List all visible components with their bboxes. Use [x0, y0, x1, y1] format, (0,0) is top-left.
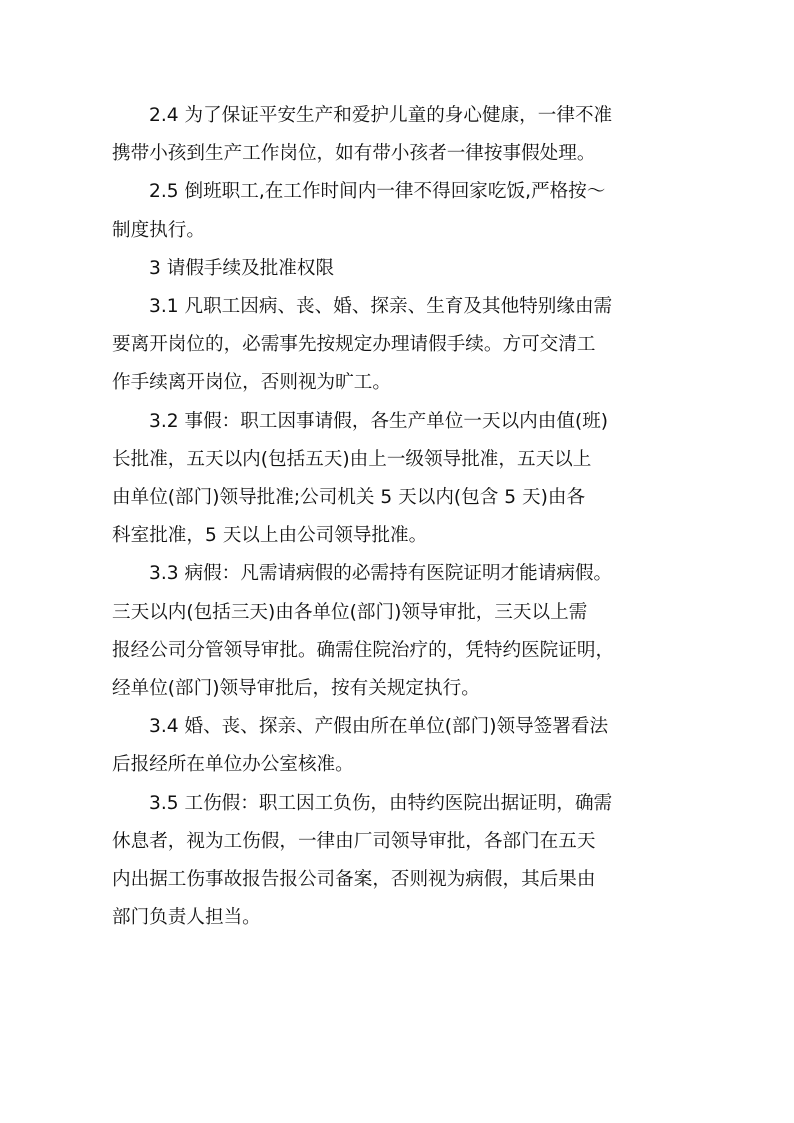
paragraph-2-5	[112, 173, 684, 249]
paragraph-3-1	[112, 288, 684, 403]
text-line: 3.1 凡职工因病、丧、婚、探亲、生育及其他特别缘由需	[149, 296, 613, 318]
text-line: 内出据工伤事故报告报公司备案，否则视为病假，其后果由	[112, 869, 596, 891]
text-line: 2.5 倒班职工,在工作时间内一律不得回家吃饭,严格按～	[149, 181, 606, 203]
text-line: 休息者，视为工伤假，一律由厂司领导审批，各部门在五天	[112, 830, 596, 852]
text-line: 3.4 婚、丧、探亲、产假由所在单位(部门)领导签署看法	[149, 716, 609, 738]
paragraph-2-4	[112, 97, 684, 173]
paragraph-3-5	[112, 785, 684, 938]
text-line: 后报经所在单位办公室核准。	[112, 754, 354, 776]
text-line: 科室批准，5 天以上由公司领导批准。	[112, 525, 428, 547]
text-line: 制度执行。	[112, 219, 205, 241]
text-line: 报经公司分管领导审批。确需住院治疗的，凭特约医院证明，	[112, 639, 615, 661]
text-line: 经单位(部门)领导审批后，按有关规定执行。	[112, 678, 480, 700]
section-heading-3	[112, 250, 684, 288]
text-line: 作手续离开岗位，否则视为旷工。	[112, 372, 391, 394]
paragraph-3-4	[112, 708, 684, 784]
text-line: 携带小孩到生产工作岗位，如有带小孩者一律按事假处理。	[112, 143, 596, 165]
text-line: 3.3 病假：凡需请病假的必需持有医院证明才能请病假。	[149, 563, 613, 585]
document-page	[112, 97, 684, 937]
text-line: 要离开岗位的，必需事先按规定办理请假手续。方可交清工	[112, 334, 596, 356]
text-line: 3.2 事假：职工因事请假，各生产单位一天以内由值(班)	[149, 410, 609, 432]
text-line: 2.4 为了保证平安生产和爱护儿童的身心健康，一律不准	[149, 105, 613, 126]
text-line: 由单位(部门)领导批准;公司机关 5 天以内(包含 5 天)由各	[112, 487, 586, 509]
text-line: 部门负责人担当。	[112, 907, 261, 929]
heading-text: 3 请假手续及批准权限	[149, 257, 335, 279]
text-line: 长批准，五天以内(包括五天)由上一级领导批准，五天以上	[112, 448, 592, 470]
paragraph-3-3	[112, 555, 684, 708]
text-line: 3.5 工伤假：职工因工负伤，由特约医院出据证明，确需	[149, 792, 613, 814]
paragraph-3-2	[112, 403, 684, 556]
text-line: 三天以内(包括三天)由各单位(部门)领导审批，三天以上需	[112, 601, 588, 623]
